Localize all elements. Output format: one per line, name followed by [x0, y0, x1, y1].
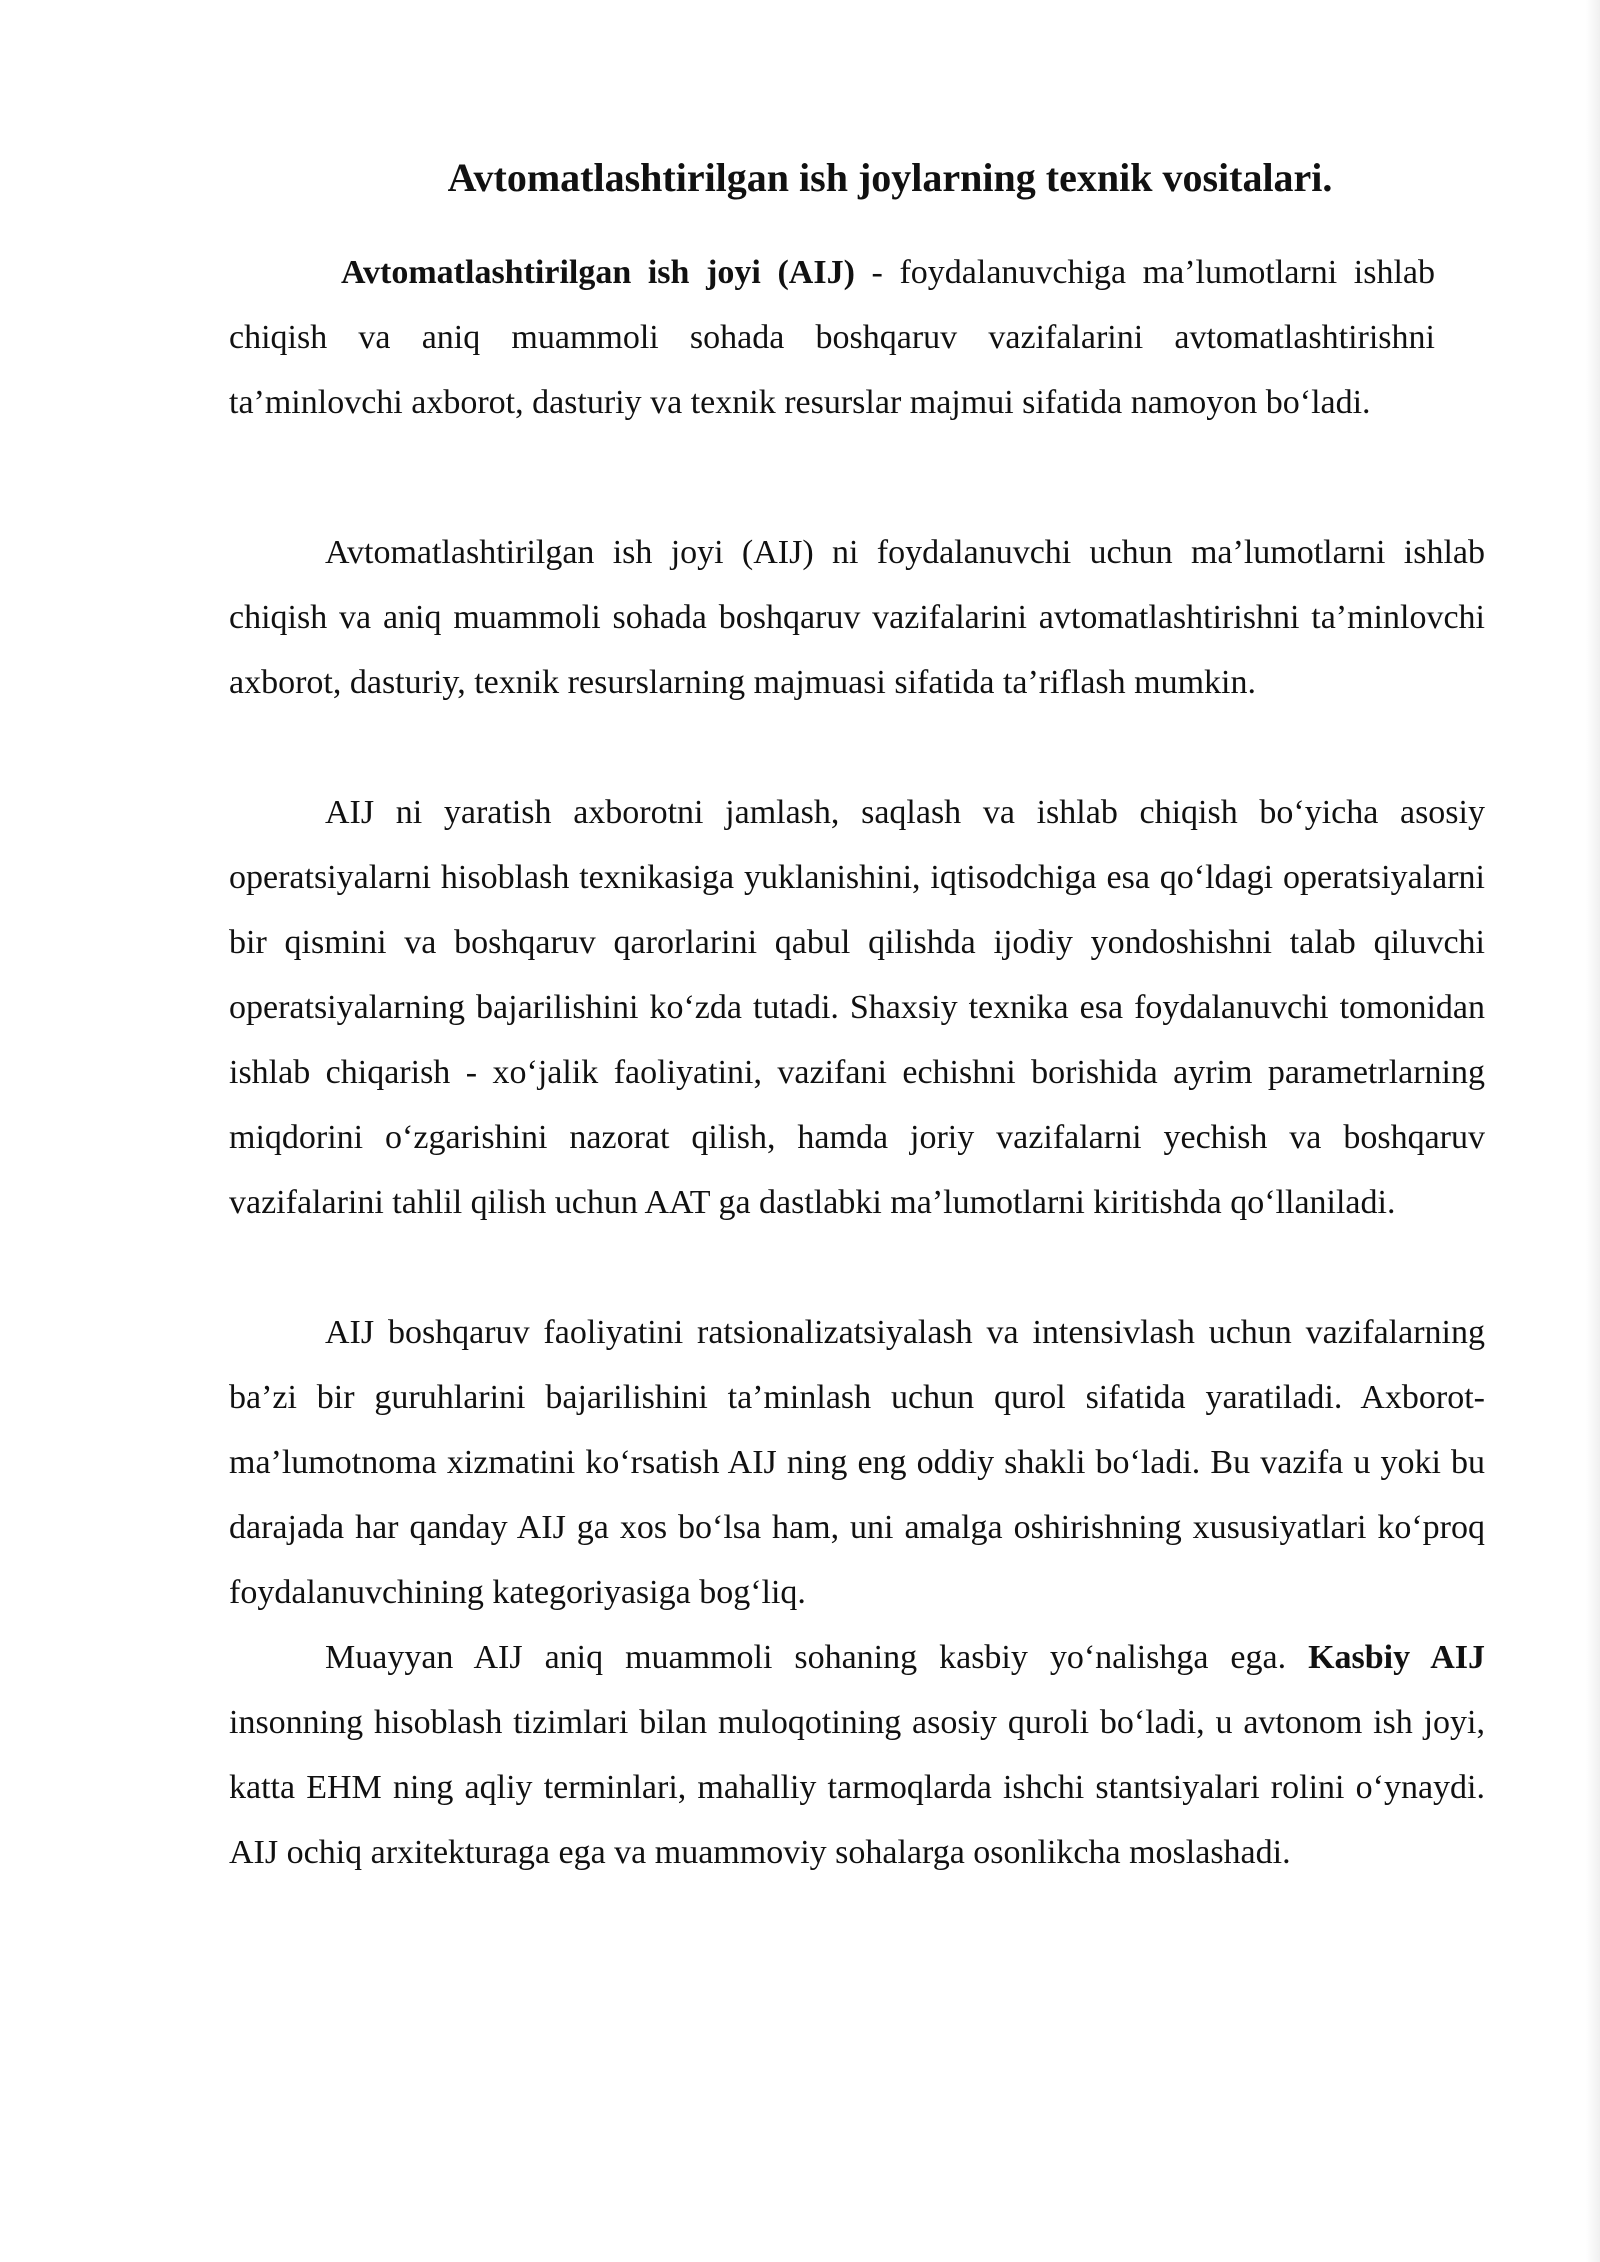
paragraph-definition-text: - foydalanuvchiga ma’lumotlarni ishlab chiqish va aniq muammoli sohada boshqaruv vazifalarini avtomatlashtirishni ta’minlovchi axborot, dasturiy va texnik resurslar majmui sifatida namoyon bo‘ladi. — [229, 254, 1436, 421]
paragraph-aij-purpose: AIJ boshqaruv faoliyatini ratsionalizatsiyalash va intensivlash uchun vazifalarning ba’zi bir guruhlarini bajarilishini ta’minlash uchun qurol sifatida yaratiladi. Axborot-ma’lumotnoma xizmatini ko‘rsatish AIJ ning eng oddiy shakli bo‘ladi. Bu vazifa u yoki bu darajada har qanday AIJ ga xos bo‘lsa ham, uni amalga oshirishning xususiyatlari ko‘proq foydalanuvchining kategoriyasiga bog‘liq. — [229, 1314, 1485, 1611]
document-title: Avtomatlashtirilgan ish joylarning texnik vositalari. — [447, 155, 1333, 200]
paragraph-professional-aij-lead: Muayyan AIJ aniq muammoli sohaning kasbiy yo‘nalishga ega. — [325, 1639, 1309, 1676]
paragraph-professional-aij-rest: insonning hisoblash tizimlari bilan muloqotining asosiy quroli bo‘ladi, u avtonom ish joyi, katta EHM ning aqliy terminlari, mahalliy tarmoqlarda ishchi stantsiyalari rolini o‘ynaydi. AIJ ochiq arxitekturaga ega va muammoviy sohalarga osonlikcha moslashadi. — [229, 1704, 1485, 1871]
paragraph-aij-creation: AIJ ni yaratish axborotni jamlash, saqlash va ishlab chiqish bo‘yicha asosiy operatsiyalarni hisoblash texnikasiga yuklanishini, iqtisodchiga esa qo‘ldagi operatsiyalarni bir qismini va boshqaruv qarorlarini qabul qilishda ijodiy yondoshishni talab qiluvchi operatsiyalarning bajarilishini ko‘zda tutadi. Shaxsiy texnika esa foydalanuvchi tomonidan ishlab chiqarish - xo‘jalik faoliyatini, vazifani echishni borishida ayrim parametrlarning miqdorini o‘zgarishini nazorat qilish, hamda joriy vazifalarni yechish va boshqaruv vazifalarini tahlil qilish uchun AAT ga dastlabki ma’lumotlarni kiritishda qo‘llaniladi. — [229, 794, 1485, 1221]
bold-term-kasbiy-aij: Kasbiy AIJ — [1308, 1639, 1485, 1676]
page-edge-shadow — [1586, 0, 1600, 2262]
bold-term-aij: Avtomatlashtirilgan ish joyi (AIJ) — [341, 254, 855, 291]
paragraph-definition — [229, 240, 1435, 435]
paragraph-aij-description: Avtomatlashtirilgan ish joyi (AIJ) ni foydalanuvchi uchun ma’lumotlarni ishlab chiqish va aniq muammoli sohada boshqaruv vazifalarini avtomatlashtirishni ta’minlovchi axborot, dasturiy, texnik resurslarning majmuasi sifatida ta’riflash mumkin. — [229, 534, 1485, 701]
paragraph-professional-aij — [229, 1625, 1485, 1885]
